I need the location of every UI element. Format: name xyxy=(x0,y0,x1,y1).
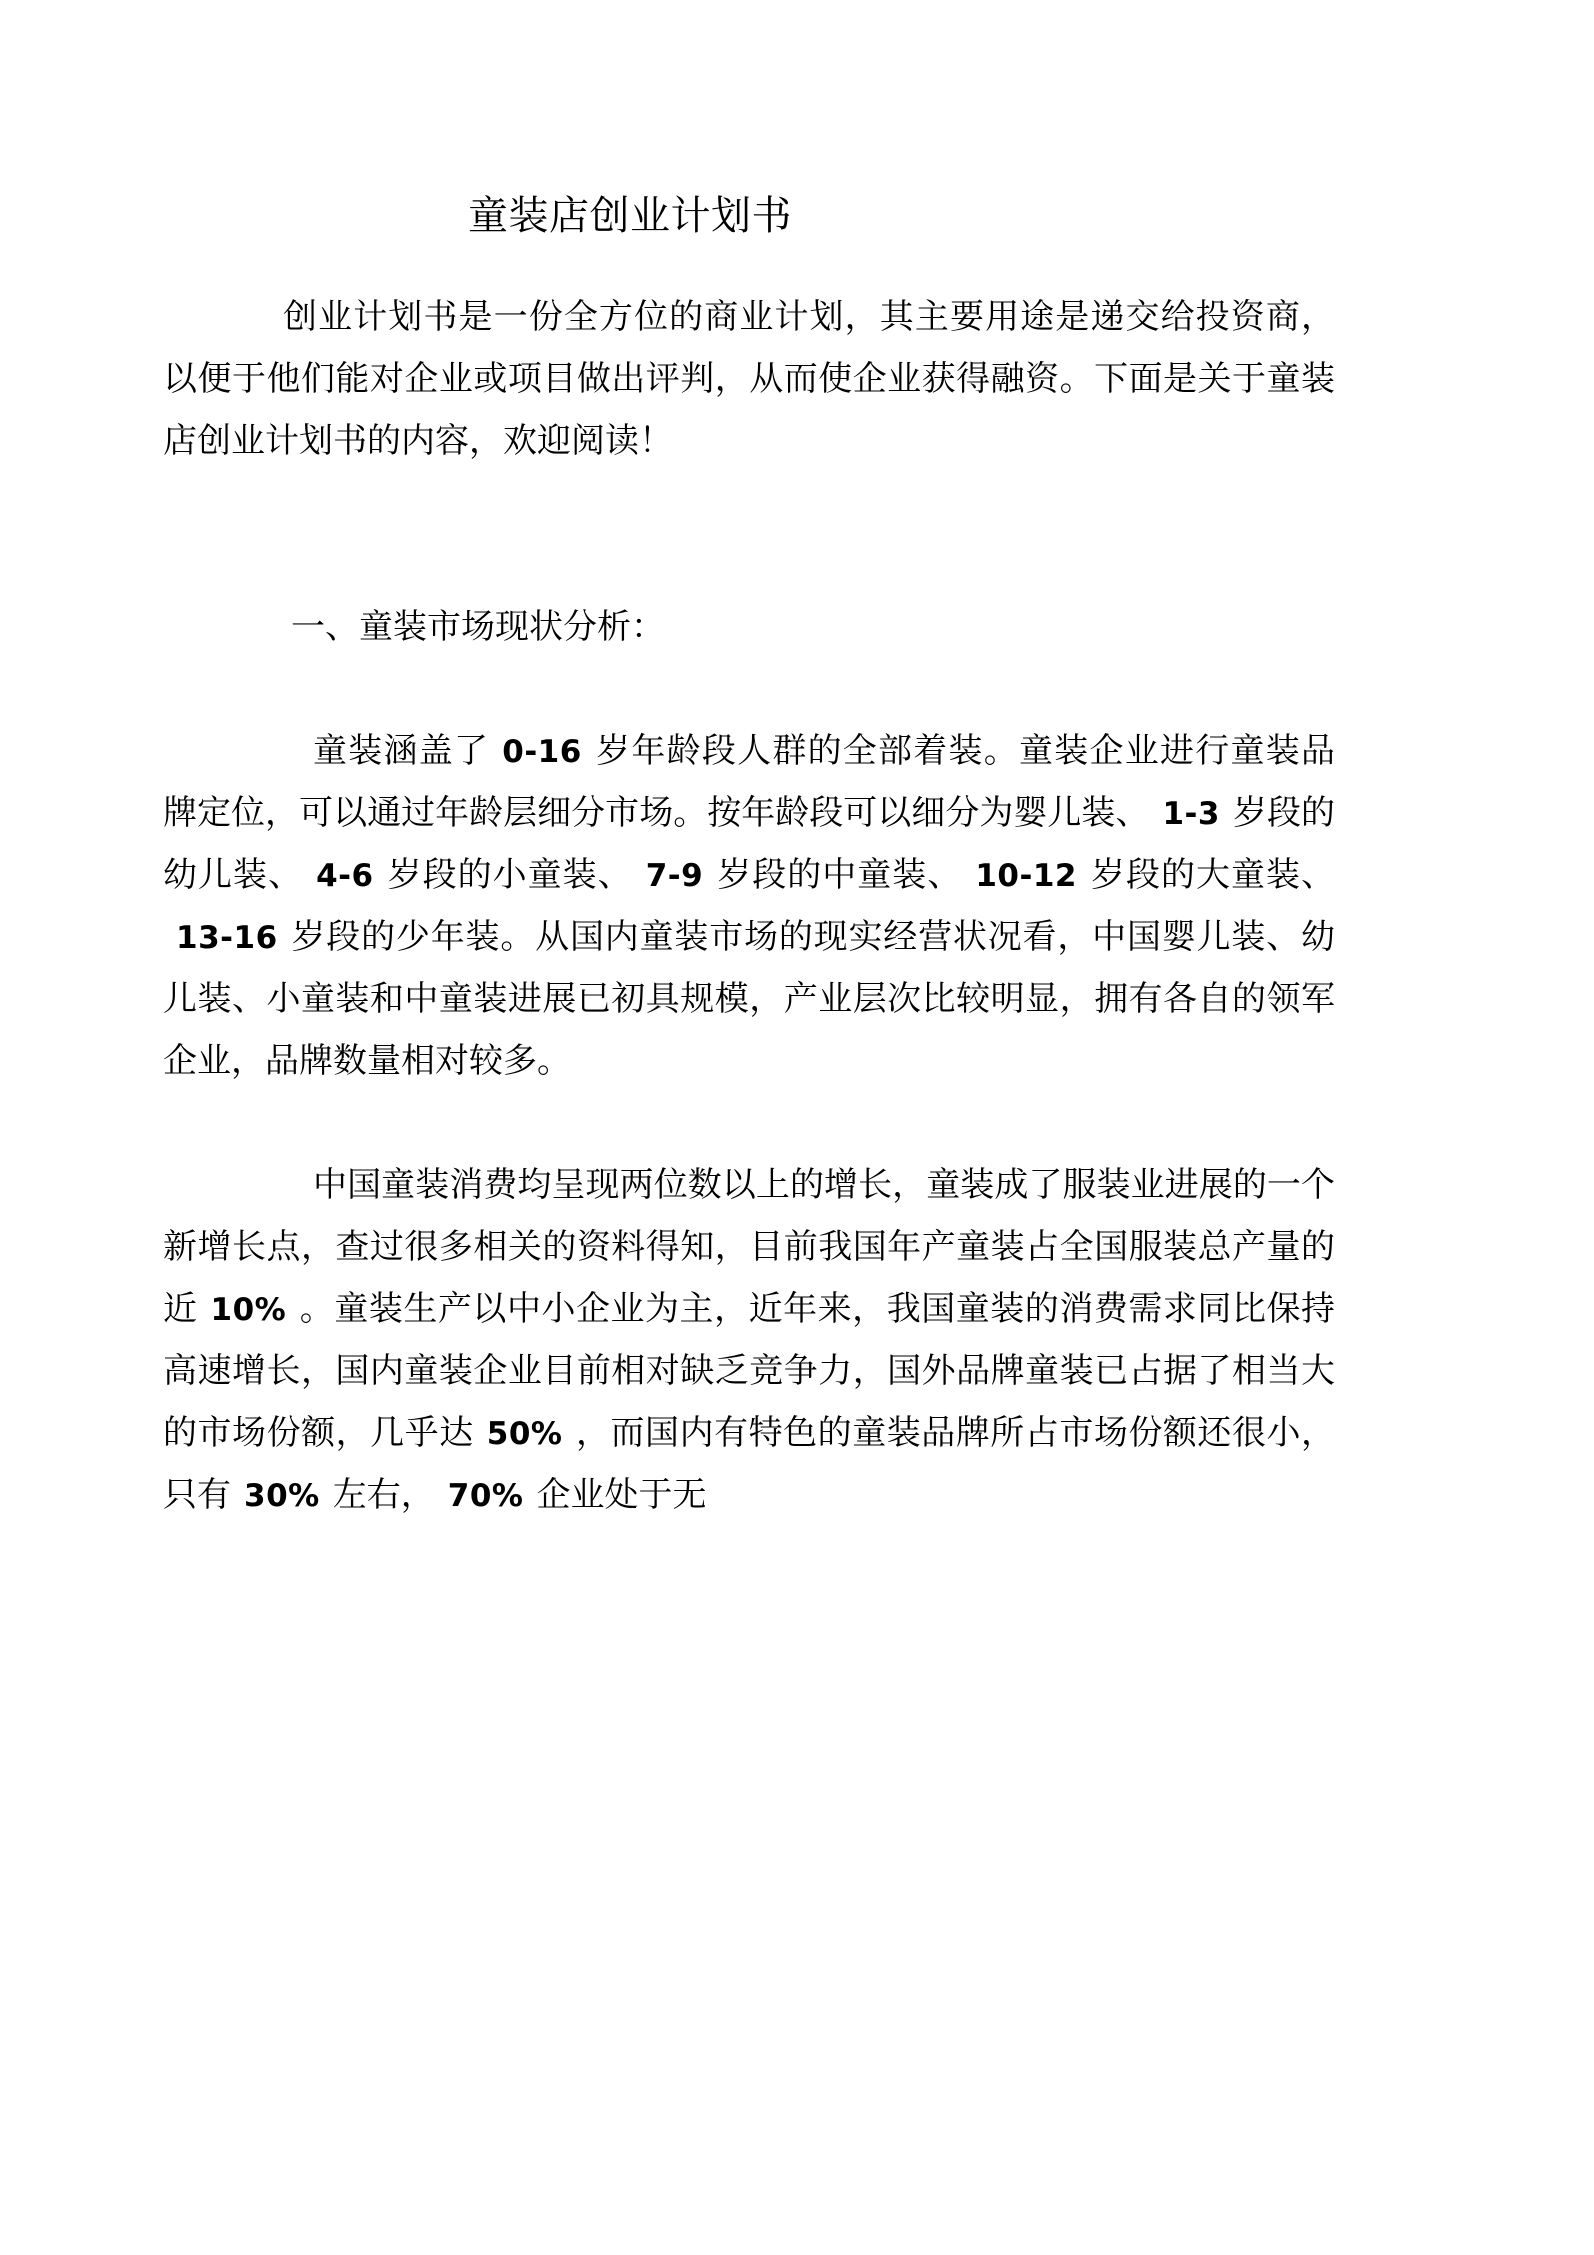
text-run: 中国童装消费均呈现两位数以上的增长，童装成了服装业进展的一个新增长点，查过很多相关的资料得知，目前我国年产童装占全国服装总产量的近 xyxy=(163,1167,1335,1328)
section-heading-market-analysis: 一、童装市场现状分析： xyxy=(291,609,665,646)
text-run: 童装涵盖了 xyxy=(313,733,490,770)
numeric-value: 10-12 xyxy=(975,858,1077,894)
page-title: 童装店创业计划书 xyxy=(468,193,792,238)
numeric-value: 50% xyxy=(486,1416,563,1452)
text-run: ，而国内有特色的童装品牌所占市场份额还很小，只有 xyxy=(163,1415,1336,1514)
paragraph-spacer xyxy=(163,1093,1335,1155)
heading-spacer xyxy=(163,659,1335,721)
numeric-value: 70% xyxy=(447,1478,524,1514)
numeric-value: 4-6 xyxy=(316,858,374,894)
numeric-value: 1-3 xyxy=(1162,796,1220,832)
text-run: 企业处于无 xyxy=(536,1477,707,1514)
intro-paragraph: 创业计划书是一份全方位的商业计划，其主要用途是递交给投资商，以便于他们能对企业或项目做出评判，从而使企业获得融资。下面是关于童装店创业计划书的内容，欢迎阅读！ xyxy=(163,299,1335,460)
text-run: 岁段的大童装、 xyxy=(1089,857,1336,894)
title-spacer xyxy=(163,247,1335,287)
text-run: 岁段的中童装、 xyxy=(716,857,963,894)
text-run: 岁段的少年装。从国内童装市场的现实经营状况看，中国婴儿装、幼儿装、小童装和中童装进展已初具规模，产业层次比较明显，拥有各自的领军企业，品牌数量相对较多。 xyxy=(163,919,1335,1080)
text-run: 岁年龄段人群的全部着装。童装企业进行童装品牌定位，可以通过年龄层细分市场。按年龄段可以细分为婴儿装、 xyxy=(163,733,1336,832)
text-run: 。童装生产以中小企业为主，近年来，我国童装的消费需求同比保持高速增长，国内童装企业目前相对缺乏竞争力，国外品牌童装已占据了相当大的市场份额，几乎达 xyxy=(163,1291,1336,1452)
document-body xyxy=(163,0,1335,1527)
text-run: 左右， xyxy=(332,1477,435,1514)
numeric-value: 30% xyxy=(244,1478,320,1514)
section-spacer xyxy=(163,473,1335,597)
numeric-value: 7-9 xyxy=(645,858,704,894)
text-run: 岁段的小童装、 xyxy=(386,857,633,894)
text-run: 岁段的幼儿装、 xyxy=(163,795,1336,894)
paragraph-market-growth xyxy=(163,1155,1335,1527)
numeric-value: 13-16 xyxy=(176,920,278,956)
paragraph-market-age-segments xyxy=(163,721,1335,1093)
numeric-value: 0-16 xyxy=(502,734,582,770)
numeric-value: 10% xyxy=(210,1292,287,1328)
